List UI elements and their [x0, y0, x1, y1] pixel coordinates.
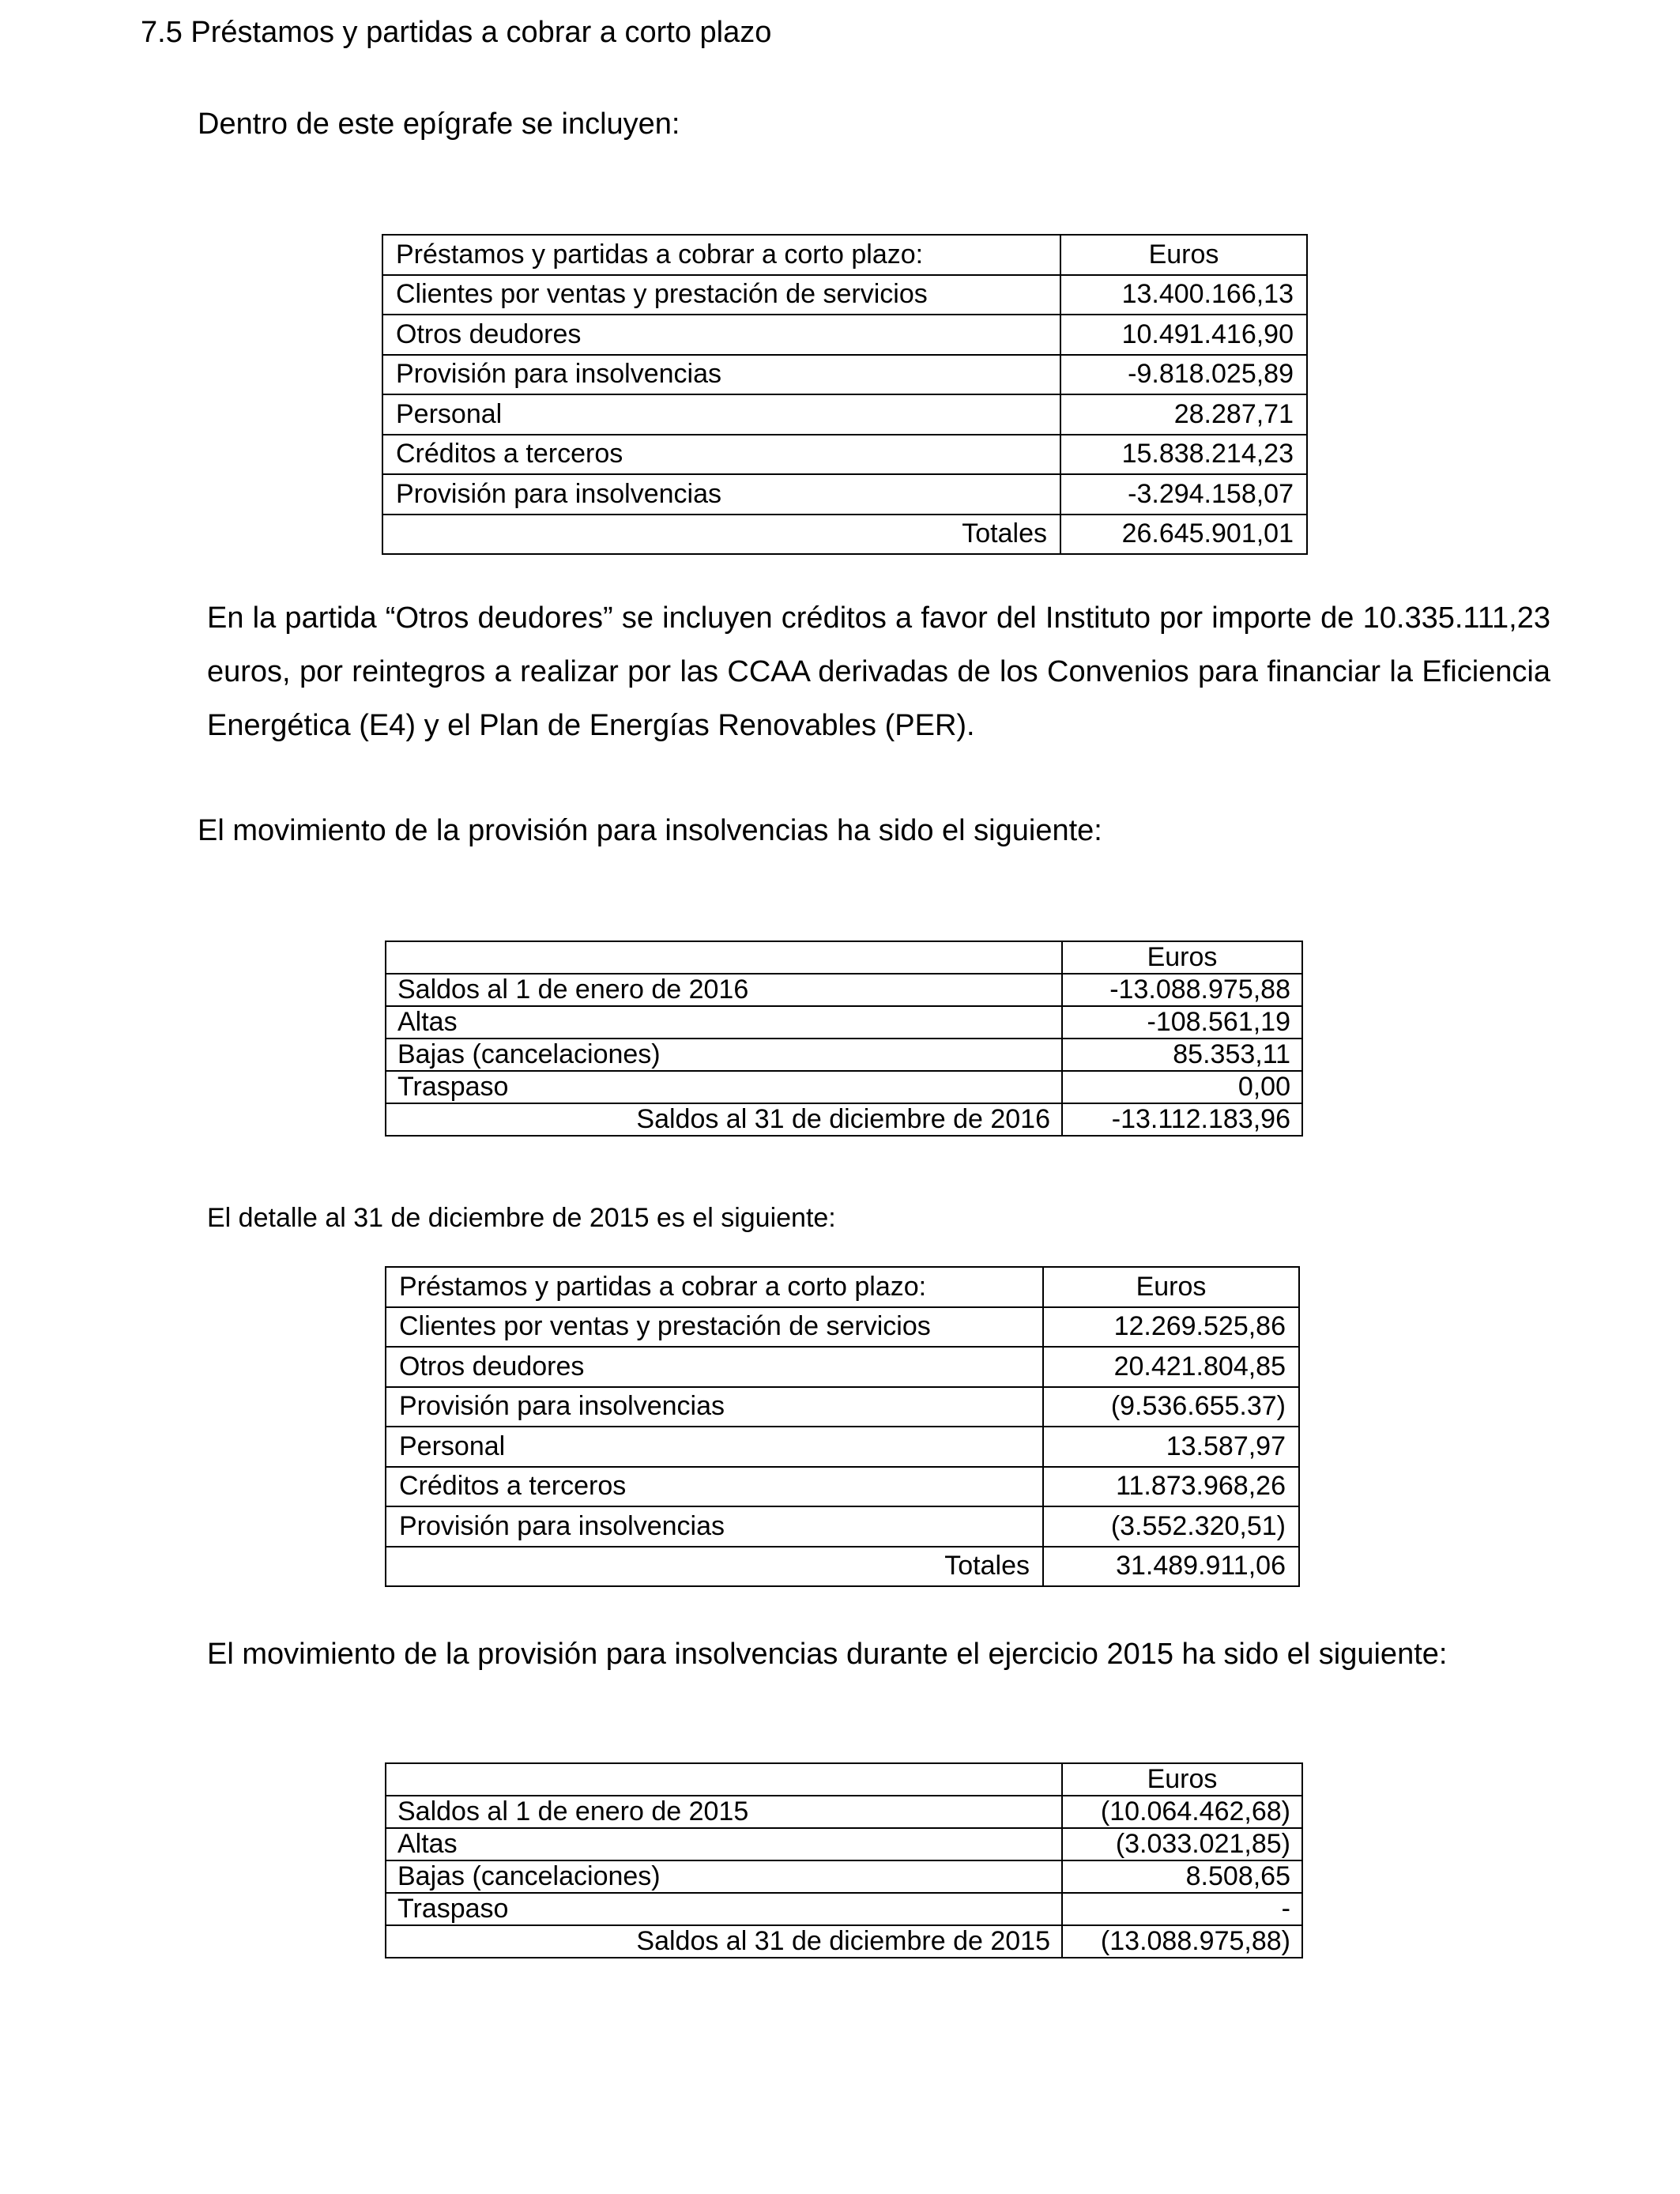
table-row [386, 1006, 1302, 1039]
header-euros: Euros [1060, 235, 1307, 275]
table-movement-2015 [385, 1762, 1303, 1958]
row-value: 11.873.968,26 [1043, 1467, 1299, 1507]
row-value: 13.587,97 [1043, 1427, 1299, 1467]
table-row [386, 1039, 1302, 1071]
table-row [386, 1828, 1302, 1860]
row-value: 20.421.804,85 [1043, 1347, 1299, 1387]
table-header-row [382, 235, 1307, 275]
total-label: Totales [382, 515, 1060, 555]
table-movement-2016 [385, 941, 1303, 1137]
total-value: -13.112.183,96 [1062, 1103, 1302, 1136]
row-value: 8.508,65 [1062, 1860, 1302, 1893]
row-value: -9.818.025,89 [1060, 355, 1307, 395]
table-row [386, 1796, 1302, 1828]
table-row [386, 1347, 1299, 1387]
row-label: Traspaso [386, 1893, 1062, 1925]
table-total-row [382, 515, 1307, 555]
row-label: Saldos al 1 de enero de 2015 [386, 1796, 1062, 1828]
table-header-row [386, 1267, 1299, 1307]
paragraph-otros-deudores: En la partida “Otros deudores” se incluyen créditos a favor del Instituto por importe de 10.335.111,23 euros, por reintegros a realizar por las CCAA derivadas de los Convenios para financiar la Eficiencia Energética (E4) y el Plan de Energías Renovables (PER). [207, 601, 1550, 742]
table-row [386, 1506, 1299, 1547]
header-label: Préstamos y partidas a cobrar a corto plazo: [382, 235, 1060, 275]
table-row [386, 974, 1302, 1006]
table-total-row [386, 1547, 1299, 1587]
row-value: -13.088.975,88 [1062, 974, 1302, 1006]
row-label: Otros deudores [382, 315, 1060, 355]
row-label: Clientes por ventas y prestación de servicios [386, 1307, 1043, 1348]
row-value: 12.269.525,86 [1043, 1307, 1299, 1348]
row-label: Provisión para insolvencias [382, 355, 1060, 395]
table-row [382, 435, 1307, 475]
row-label: Créditos a terceros [382, 435, 1060, 475]
table-row [386, 1307, 1299, 1348]
total-value: 26.645.901,01 [1060, 515, 1307, 555]
row-value: 15.838.214,23 [1060, 435, 1307, 475]
row-value: 10.491.416,90 [1060, 315, 1307, 355]
row-label: Provisión para insolvencias [382, 474, 1060, 515]
header-label [386, 1763, 1062, 1796]
row-label: Provisión para insolvencias [386, 1506, 1043, 1547]
row-label: Créditos a terceros [386, 1467, 1043, 1507]
table-row [386, 1860, 1302, 1893]
header-euros: Euros [1043, 1267, 1299, 1307]
section-title: 7.5 Préstamos y partidas a cobrar a corto plazo [141, 16, 772, 49]
total-value: (13.088.975,88) [1062, 1925, 1302, 1958]
row-value: 0,00 [1062, 1071, 1302, 1103]
intro-text-movement-2016: El movimiento de la provisión para insolvencias ha sido el siguiente: [198, 814, 1102, 847]
table-row [382, 315, 1307, 355]
table-header-row [386, 1763, 1302, 1796]
row-label: Personal [386, 1427, 1043, 1467]
total-value: 31.489.911,06 [1043, 1547, 1299, 1587]
row-value: -3.294.158,07 [1060, 474, 1307, 515]
total-label: Totales [386, 1547, 1043, 1587]
row-label: Altas [386, 1828, 1062, 1860]
row-label: Clientes por ventas y prestación de servicios [382, 275, 1060, 315]
table-loans-2016 [382, 234, 1308, 555]
table-total-row [386, 1925, 1302, 1958]
intro-text-movement-2015: El movimiento de la provisión para insolvencias durante el ejercicio 2015 ha sido el siguiente: [207, 1638, 1448, 1671]
row-label: Altas [386, 1006, 1062, 1039]
row-value: (3.552.320,51) [1043, 1506, 1299, 1547]
row-label: Bajas (cancelaciones) [386, 1860, 1062, 1893]
row-label: Provisión para insolvencias [386, 1387, 1043, 1427]
header-euros: Euros [1062, 1763, 1302, 1796]
table-row [386, 1467, 1299, 1507]
total-label: Saldos al 31 de diciembre de 2015 [386, 1925, 1062, 1958]
table-row [382, 474, 1307, 515]
table-total-row [386, 1103, 1302, 1136]
row-label: Traspaso [386, 1071, 1062, 1103]
header-label: Préstamos y partidas a cobrar a corto plazo: [386, 1267, 1043, 1307]
row-value: - [1062, 1893, 1302, 1925]
header-euros: Euros [1062, 941, 1302, 974]
row-label: Bajas (cancelaciones) [386, 1039, 1062, 1071]
table-row [386, 1071, 1302, 1103]
table-row [386, 1893, 1302, 1925]
table-row [382, 355, 1307, 395]
table-row [382, 275, 1307, 315]
table-row [386, 1427, 1299, 1467]
table-loans-2015 [385, 1266, 1300, 1587]
row-value: -108.561,19 [1062, 1006, 1302, 1039]
total-label: Saldos al 31 de diciembre de 2016 [386, 1103, 1062, 1136]
row-label: Otros deudores [386, 1347, 1043, 1387]
intro-text-2016: Dentro de este epígrafe se incluyen: [198, 107, 680, 141]
table-row [382, 394, 1307, 435]
row-value: (9.536.655.37) [1043, 1387, 1299, 1427]
row-value: (10.064.462,68) [1062, 1796, 1302, 1828]
row-label: Personal [382, 394, 1060, 435]
table-row [386, 1387, 1299, 1427]
header-label [386, 941, 1062, 974]
row-value: (3.033.021,85) [1062, 1828, 1302, 1860]
row-value: 85.353,11 [1062, 1039, 1302, 1071]
intro-text-2015: El detalle al 31 de diciembre de 2015 es el siguiente: [207, 1203, 836, 1233]
row-label: Saldos al 1 de enero de 2016 [386, 974, 1062, 1006]
row-value: 28.287,71 [1060, 394, 1307, 435]
table-header-row [386, 941, 1302, 974]
row-value: 13.400.166,13 [1060, 275, 1307, 315]
